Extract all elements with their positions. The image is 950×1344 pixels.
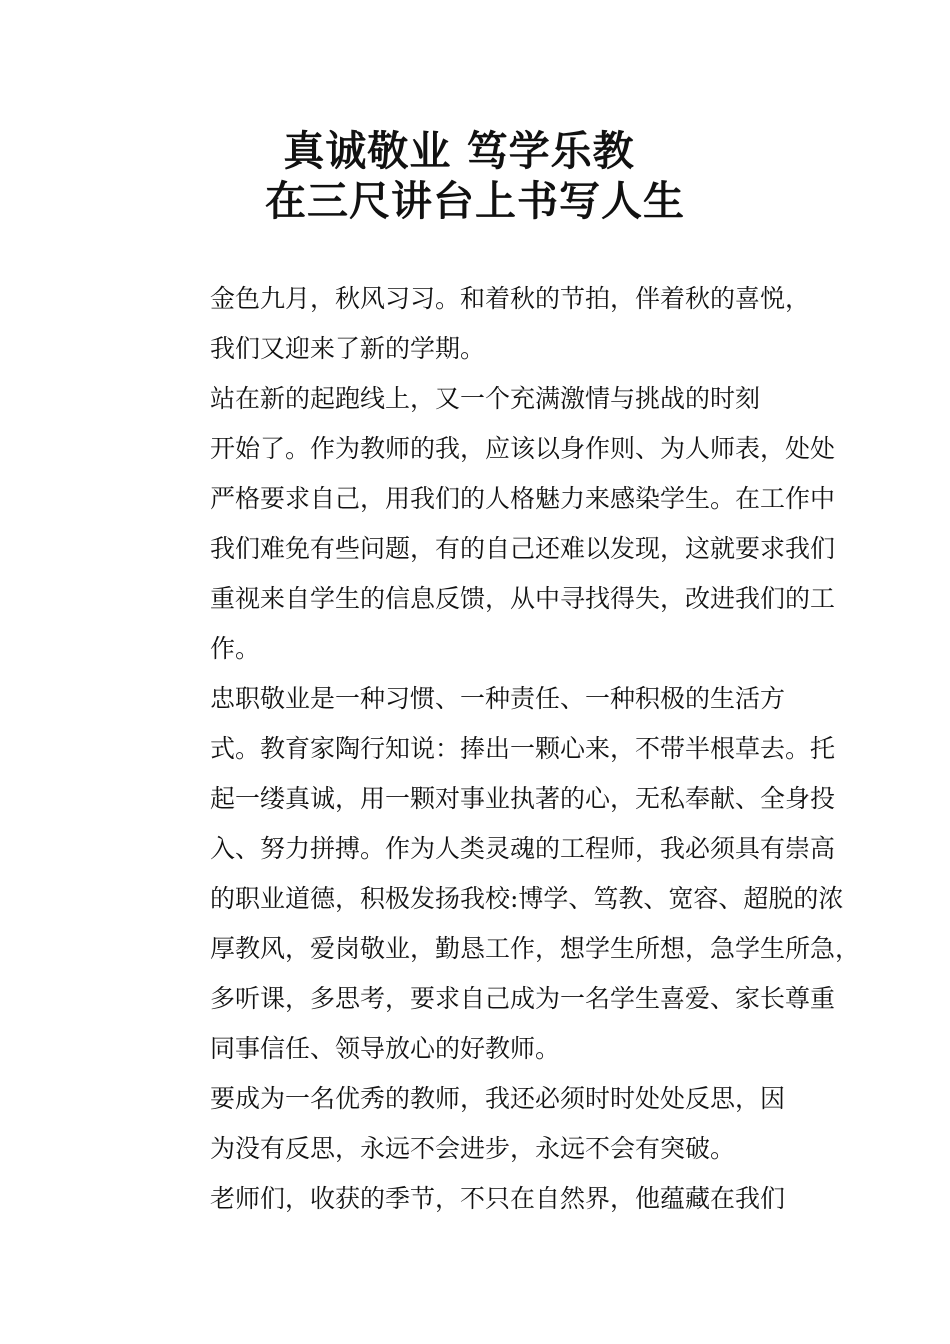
paragraph-line: 多听课，多思考，要求自己成为一名学生喜爱、家长尊重: [210, 984, 836, 1013]
paragraph-2: [160, 374, 836, 674]
paragraph-line: 忠职敬业是一种习惯、一种责任、一种积极的生活方: [210, 684, 786, 713]
paragraph-line: 站在新的起跑线上，又一个充满激情与挑战的时刻: [210, 384, 761, 413]
paragraph-line: 入、努力拼搏。作为人类灵魂的工程师，我必须具有崇高: [210, 834, 836, 863]
paragraph-line: 要成为一名优秀的教师，我还必须时时处处反思，因: [210, 1084, 786, 1113]
paragraph-4: [160, 1074, 788, 1174]
paragraph-line: 式。教育家陶行知说：捧出一颗心来，不带半根草去。托: [210, 734, 836, 763]
paragraph-line: 金色九月，秋风习习。和着秋的节拍，伴着秋的喜悦，: [210, 284, 811, 313]
paragraph-line: 的职业道德，积极发扬我校:博学、笃教、宽容、超脱的浓: [210, 884, 844, 913]
paragraph-line: 重视来自学生的信息反馈，从中寻找得失，改进我们的工: [210, 584, 836, 613]
paragraph-line: 为没有反思，永远不会进步，永远不会有突破。: [210, 1134, 736, 1163]
title-line-2: 在三尺讲台上书写人生: [265, 177, 685, 225]
paragraph-line: 老师们，收获的季节，不只在自然界，他蕴藏在我们: [210, 1184, 786, 1213]
paragraph-line: 起一缕真诚，用一颗对事业执著的心，无私奉献、全身投: [210, 784, 836, 813]
paragraph-line: 同事信任、领导放心的好教师。: [210, 1034, 561, 1063]
paragraph-1: [160, 274, 811, 374]
paragraph-3: [160, 674, 861, 1074]
paragraph-line: 作。: [210, 634, 261, 663]
paragraph-line: 严格要求自己，用我们的人格魅力来感染学生。在工作中: [210, 484, 836, 513]
paragraph-line: 我们又迎来了新的学期。: [210, 334, 486, 363]
document-body: [160, 274, 861, 1224]
title-line-1: 真诚敬业 笃学乐教: [283, 127, 635, 175]
paragraph-line: 开始了。作为教师的我，应该以身作则、为人师表，处处: [210, 434, 836, 463]
paragraph-5: [160, 1174, 788, 1224]
paragraph-line: 厚教风，爱岗敬业，勤恳工作，想学生所想，急学生所急，: [210, 934, 861, 963]
paragraph-line: 我们难免有些问题，有的自己还难以发现，这就要求我们: [210, 534, 836, 563]
